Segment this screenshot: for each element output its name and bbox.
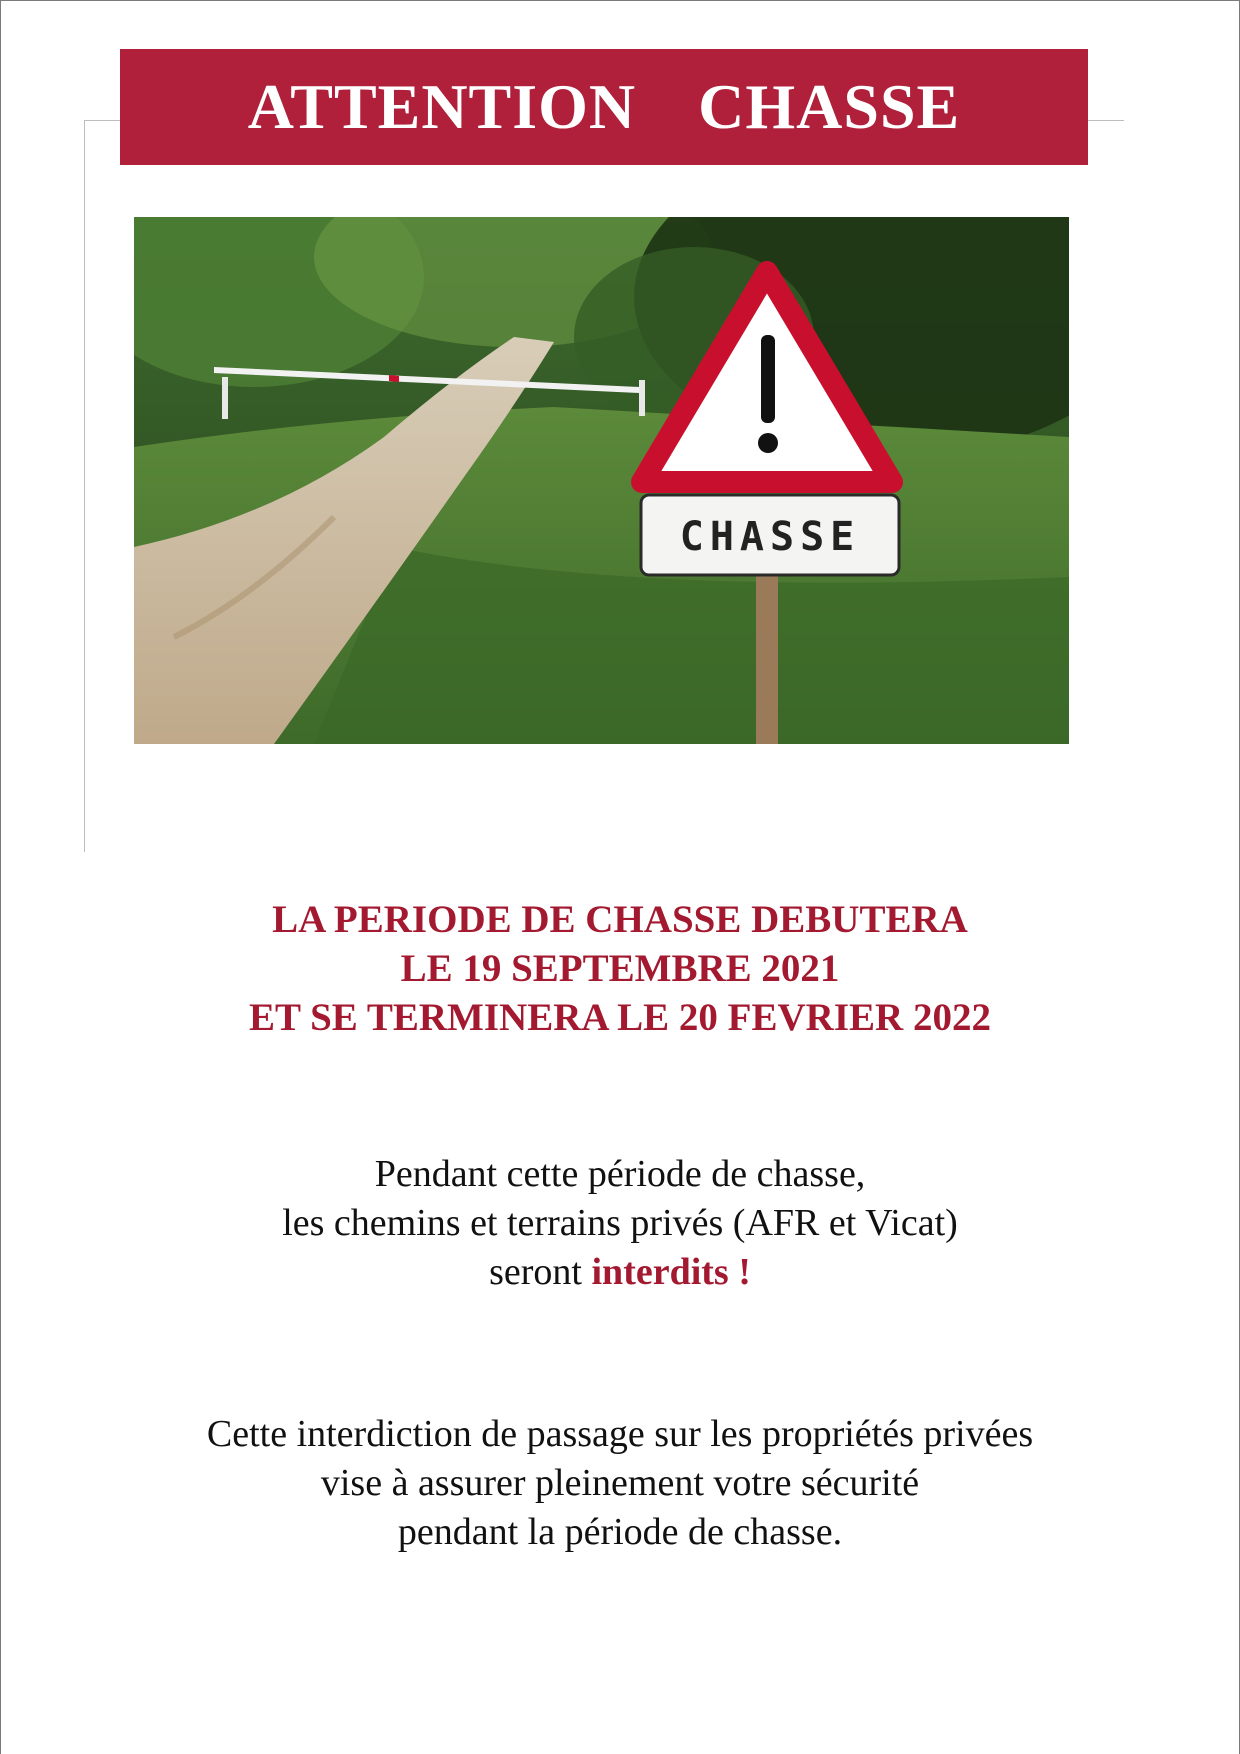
hunting-warning-sign-photo	[134, 217, 1069, 744]
notice-line-3	[120, 1248, 1120, 1297]
period-line-3: ET SE TERMINERA LE 20 FEVRIER 2022	[249, 996, 991, 1039]
safety-line-1: Cette interdiction de passage sur les propriétés privées	[206, 1413, 1034, 1455]
hunting-photo	[134, 217, 1069, 744]
period-announcement	[120, 895, 1120, 1042]
notice-emphasis: interdits !	[591, 1251, 751, 1293]
safety-line-2: vise à assurer pleinement votre sécurité	[320, 1462, 920, 1504]
safety-line-3: pendant la période de chasse.	[397, 1511, 843, 1553]
safety-notice	[100, 1410, 1140, 1557]
crop-mark-vertical	[84, 120, 85, 852]
crop-mark-right	[1086, 120, 1124, 121]
period-line-2: LE 19 SEPTEMBRE 2021	[400, 947, 840, 990]
notice-line-1: Pendant cette période de chasse,	[374, 1153, 866, 1195]
notice-line-3-prefix: seront	[489, 1251, 592, 1293]
period-line-1: LA PERIODE DE CHASSE DEBUTERA	[272, 898, 968, 941]
restriction-notice	[120, 1150, 1120, 1297]
crop-mark-left	[84, 120, 122, 121]
page-title: ATTENTION CHASSE	[247, 71, 961, 142]
sign-label: CHASSE	[679, 514, 861, 560]
notice-line-2: les chemins et terrains privés (AFR et Vicat)	[282, 1202, 958, 1244]
title-banner	[120, 49, 1088, 165]
